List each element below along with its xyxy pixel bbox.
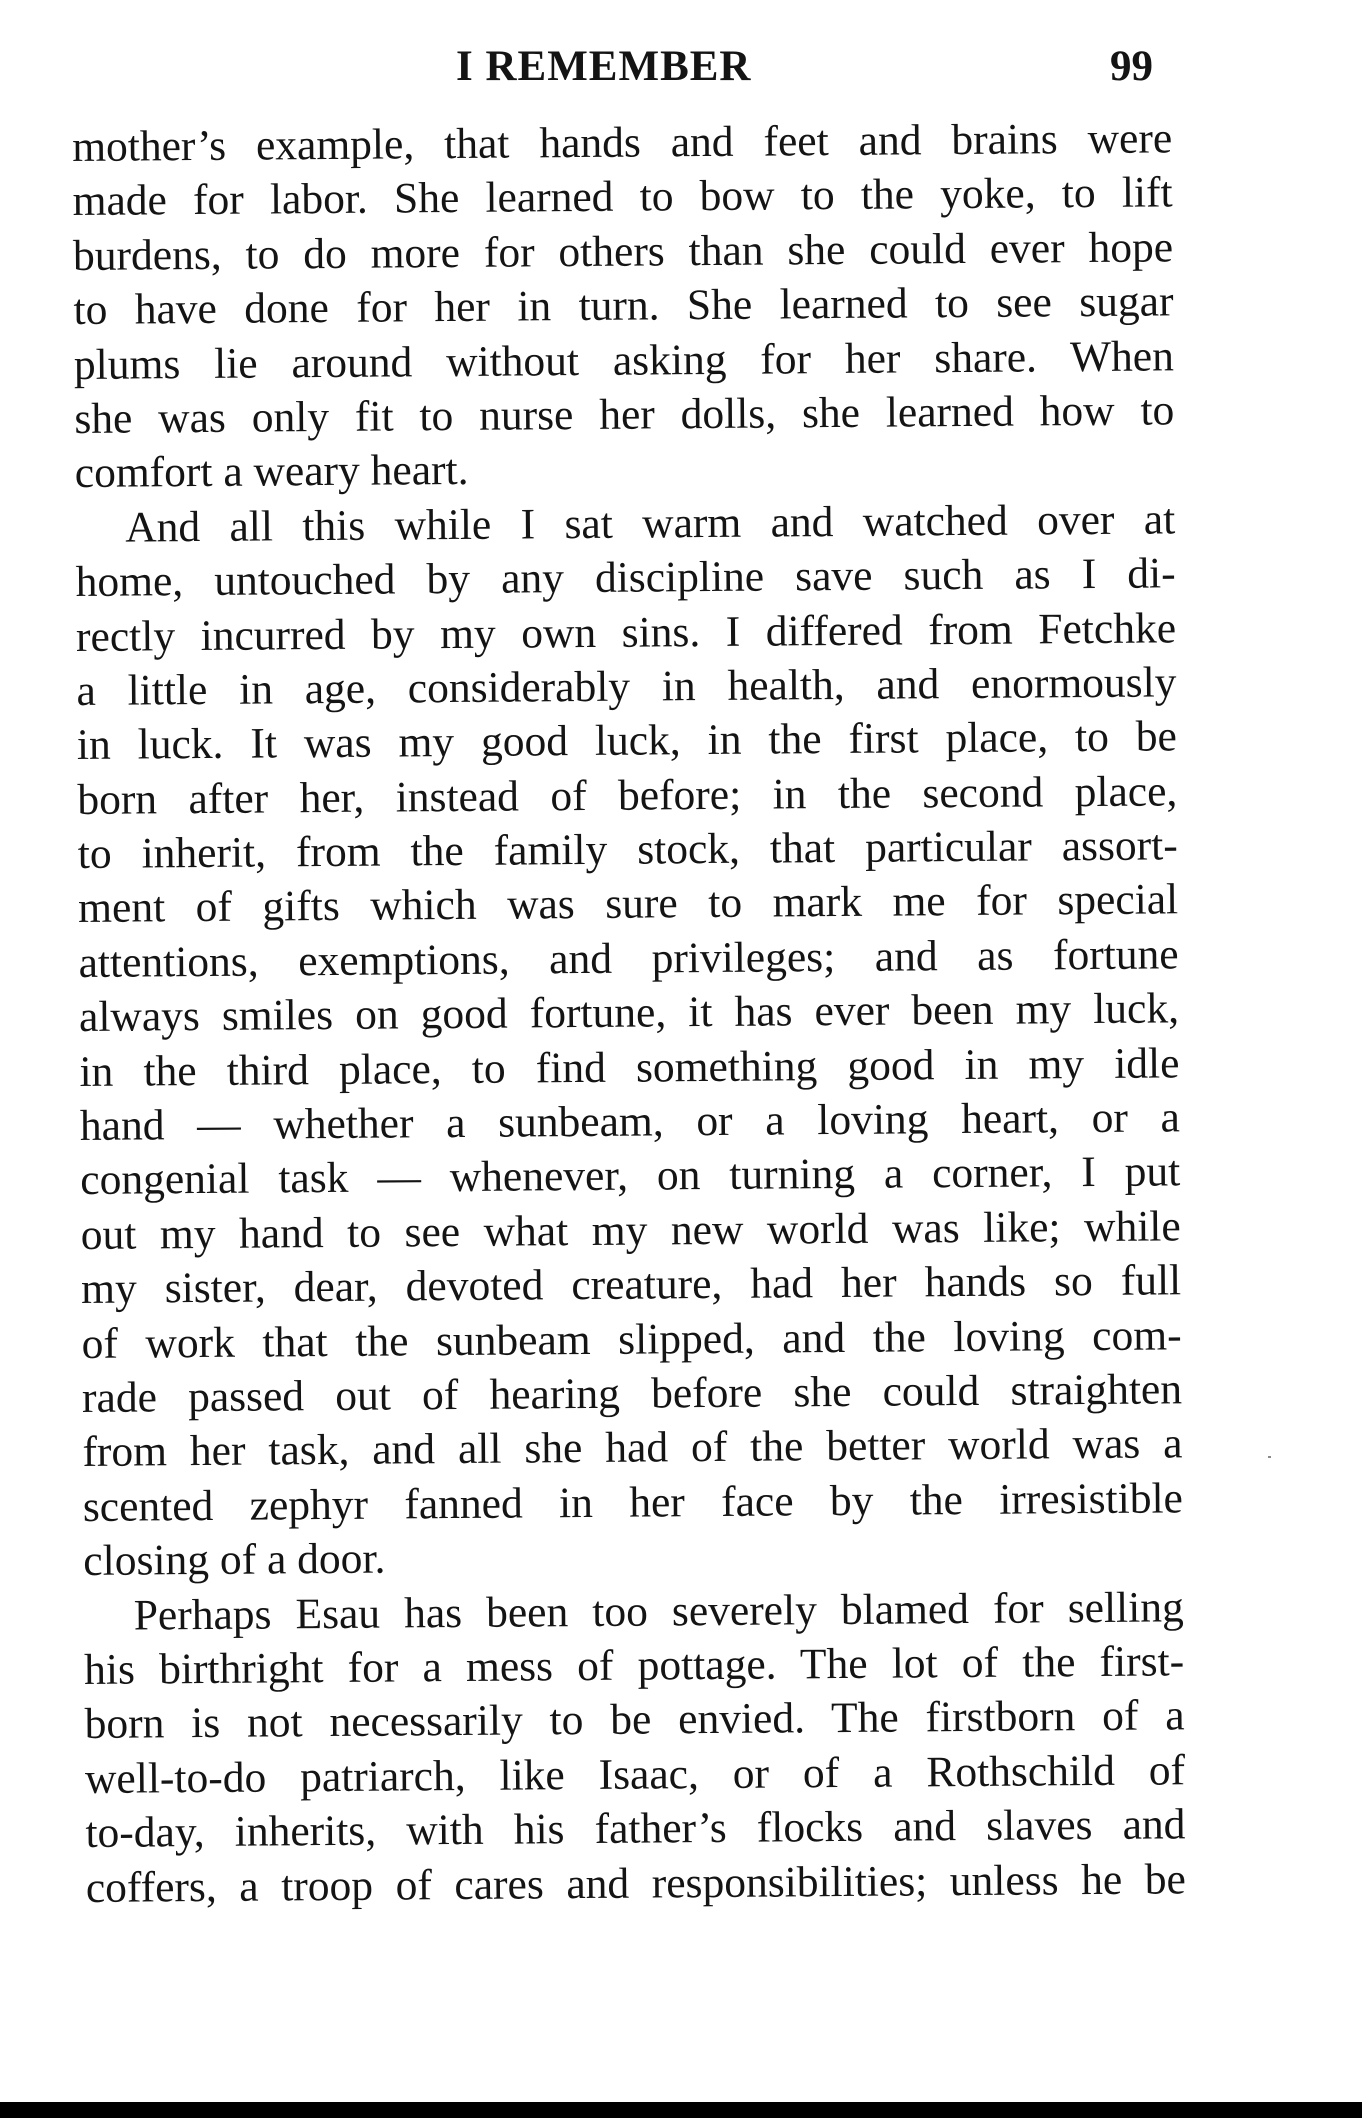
text-line: rectly incurred by my own sins. I differed from Fetchke xyxy=(75,603,1177,661)
text-line: she was only fit to nurse her dolls, she learned how to xyxy=(74,386,1175,443)
body-text xyxy=(72,111,1186,1914)
text-line: my sister, dear, devoted creature, had her hands so full xyxy=(80,1256,1182,1314)
text-line: burdens, to do more for others than she could ever hope xyxy=(72,223,1174,280)
text-line: born is not necessarily to be envied. The firstborn of a xyxy=(84,1691,1185,1749)
paragraph-end-line: comfort a weary heart. xyxy=(74,446,469,498)
page-number: 99 xyxy=(1110,43,1153,90)
text-line: mother’s example, that hands and feet and brains were xyxy=(72,114,1173,171)
text-line: a little in age, considerably in health, and enormously xyxy=(76,658,1177,715)
text-line: congenial task — whenever, on turning a corner, I put xyxy=(80,1147,1181,1205)
scan-speck xyxy=(1268,1456,1271,1458)
text-line: out my hand to see what my new world was like; while xyxy=(80,1202,1181,1259)
text-line: made for labor. She learned to bow to the yoke, to lift xyxy=(72,168,1173,226)
text-line: attentions, exemptions, and privileges; and as fortune xyxy=(78,930,1179,987)
text-line: rade passed out of hearing before she could straighten xyxy=(81,1365,1183,1422)
paragraph-start-line: And all this while I sat warm and watched over at xyxy=(125,495,1176,552)
paragraph-end-line: closing of a door. xyxy=(83,1534,386,1586)
text-line: scented zephyr fanned in her face by the irresistible xyxy=(82,1474,1184,1531)
text-line: his birthright for a mess of pottage. The lot of the first- xyxy=(83,1637,1185,1694)
text-line: ment of gifts which was sure to mark me for special xyxy=(78,875,1179,933)
text-line: always smiles on good fortune, it has ever been my luck, xyxy=(78,984,1180,1042)
text-line: home, untouched by any discipline save such as I di- xyxy=(75,549,1176,607)
running-head xyxy=(70,42,1362,92)
text-line: of work that the sunbeam slipped, and the loving com- xyxy=(81,1310,1182,1368)
text-line: born after her, instead of before; in the second place, xyxy=(77,767,1178,824)
running-title: I REMEMBER xyxy=(456,43,752,90)
text-line: in the third place, to find something good in my idle xyxy=(79,1038,1180,1096)
scan-bottom-border xyxy=(0,2102,1362,2118)
paragraph-start-line: Perhaps Esau has been too severely blamed for selling xyxy=(133,1582,1184,1640)
text-line: to have done for her in turn. She learned to see sugar xyxy=(73,277,1174,335)
text-line: in luck. It was my good luck, in the first place, to be xyxy=(76,712,1178,770)
text-line: from her task, and all she had of the better world was a xyxy=(82,1419,1183,1477)
text-line: hand — whether a sunbeam, or a loving heart, or a xyxy=(79,1093,1181,1150)
text-line: to-day, inherits, with his father’s flocks and slaves and xyxy=(85,1800,1186,1858)
text-line: plums lie around without asking for her share. When xyxy=(73,331,1175,389)
text-line: coffers, a troop of cares and responsibilities; unless he be xyxy=(85,1854,1187,1912)
text-line: well-to-do patriarch, like Isaac, or of a Rothschild of xyxy=(84,1746,1186,1803)
text-line: to inherit, from the family stock, that particular assort- xyxy=(77,821,1178,879)
